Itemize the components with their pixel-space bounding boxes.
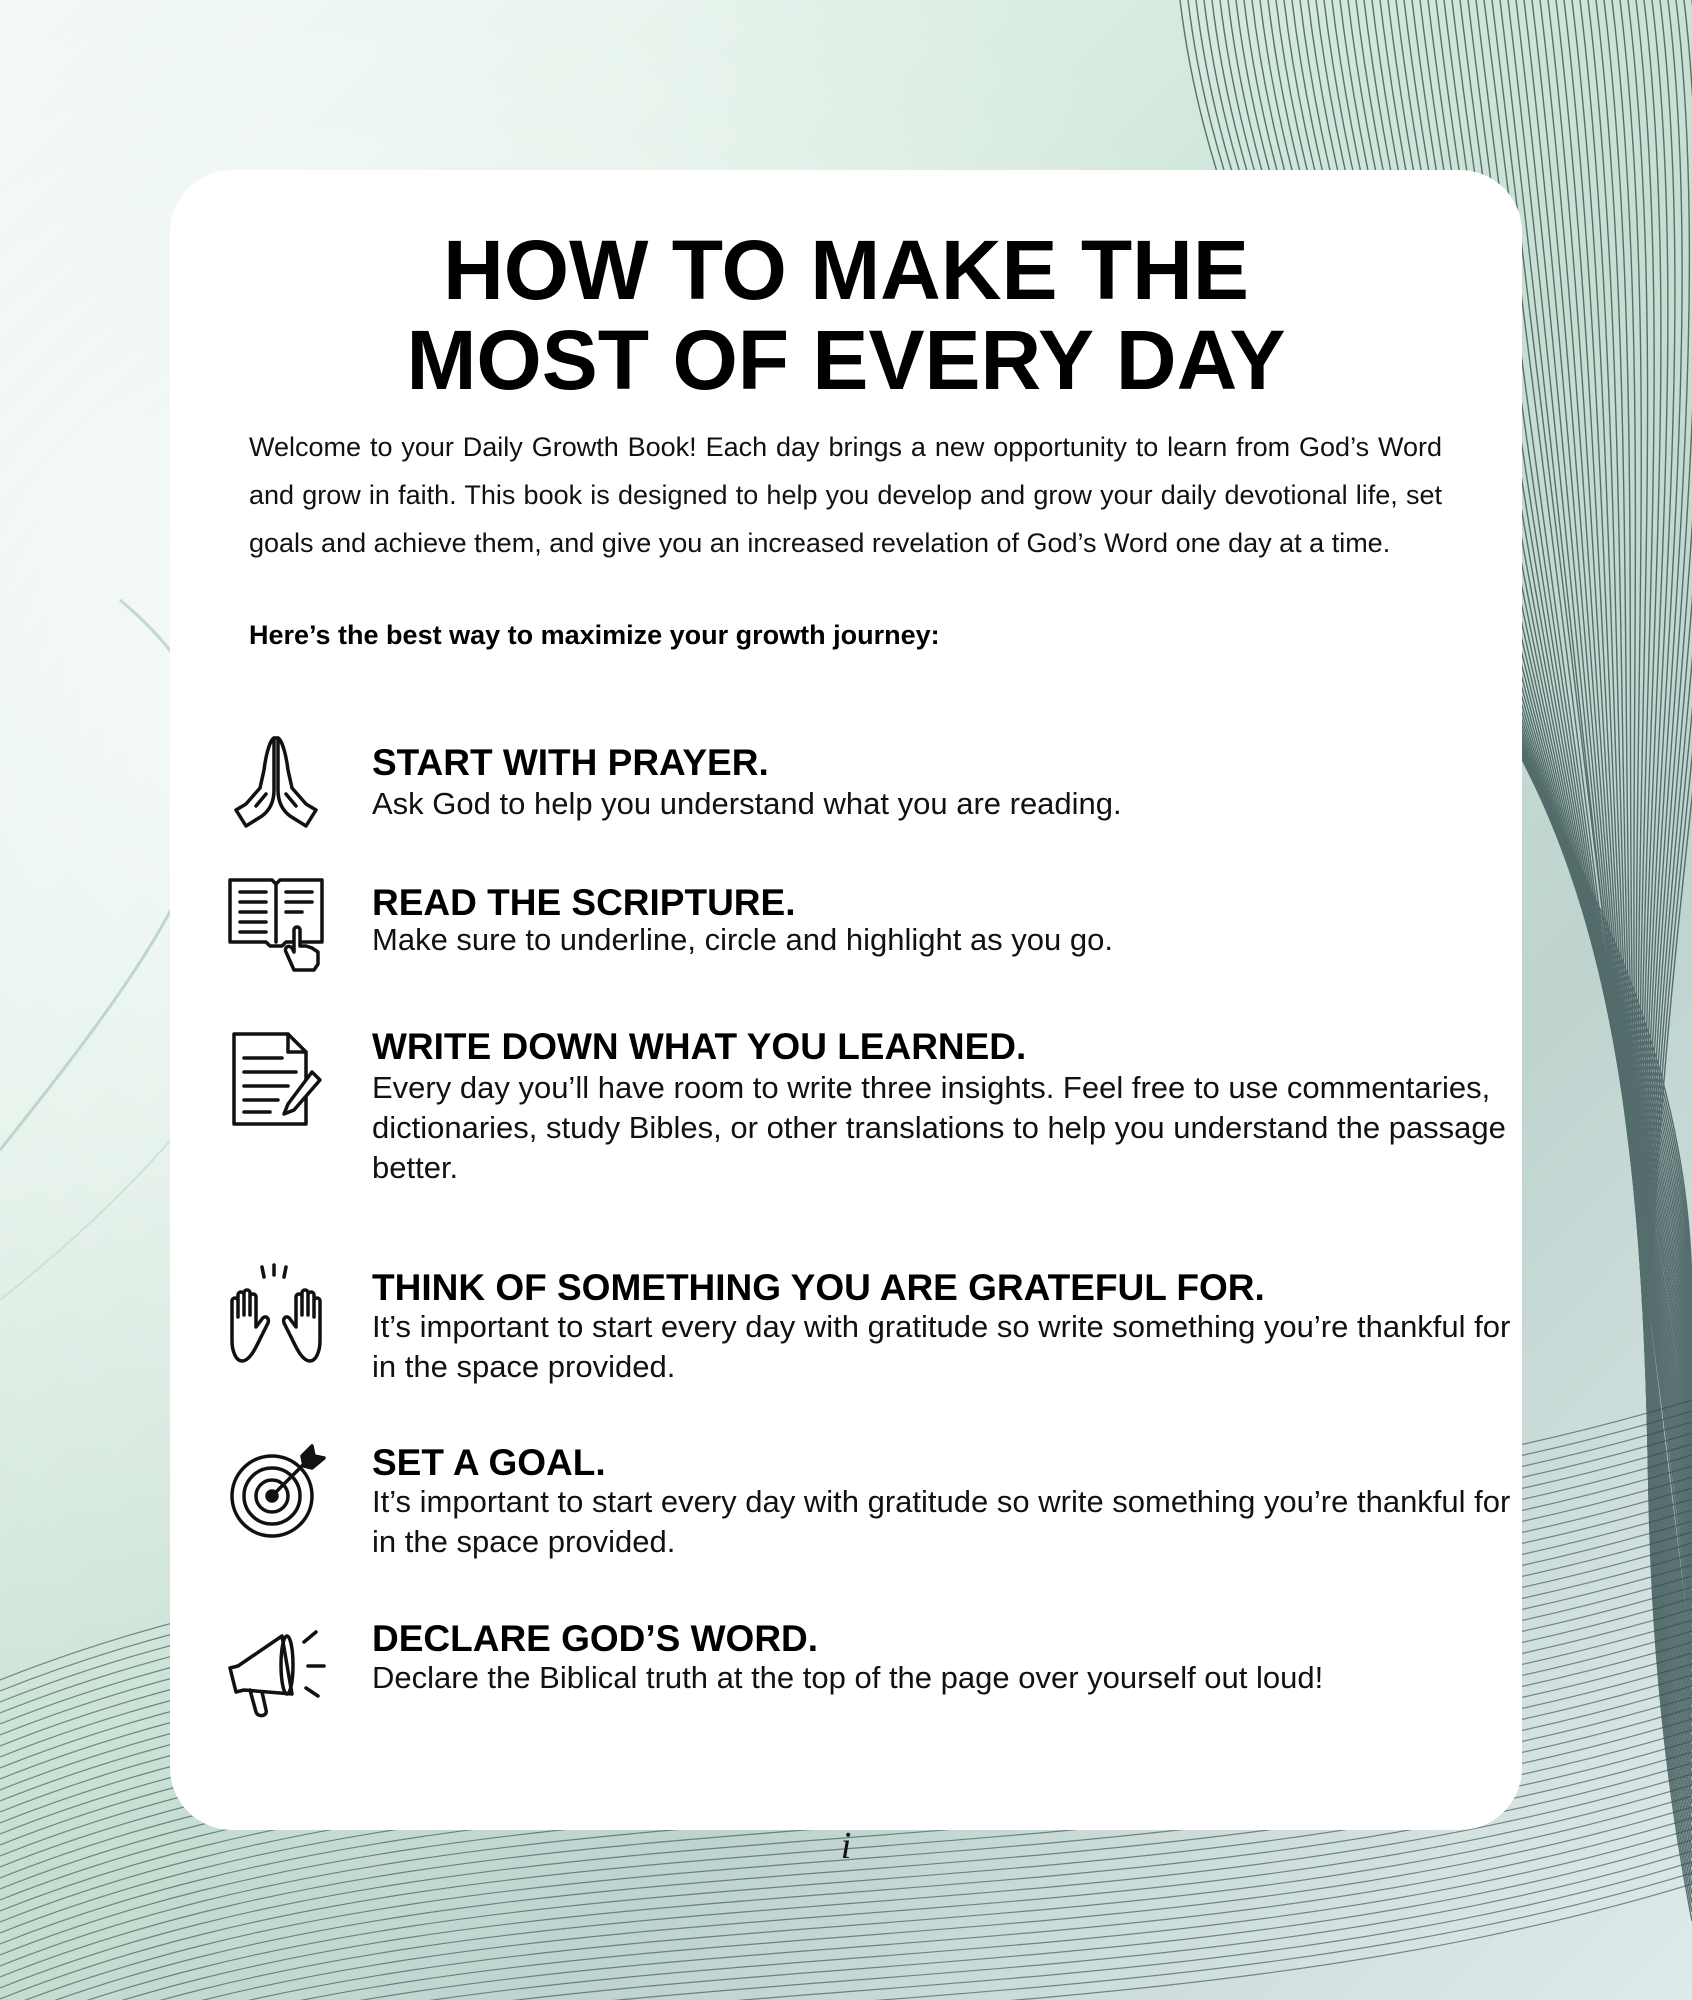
lead-sentence: Here’s the best way to maximize your growth journey: [249,620,940,650]
title-line-1: HOW TO MAKE THE [443,223,1249,317]
content-card [170,170,1522,1830]
step-title: THINK OF SOMETHING YOU ARE GRATEFUL FOR. [372,1267,1265,1308]
page-number: i [840,1825,852,1867]
megaphone-icon [226,1622,326,1722]
step-text: Every day you’ll have room to write three insights. Feel free to use commentaries, dictionaries, study Bibles, or other translations to help you understand the passage better. [372,1070,1506,1185]
raised-hands-icon [226,1265,326,1365]
step-text: Declare the Biblical truth at the top of the page over yourself out loud! [372,1660,1324,1695]
page-title [170,225,1522,405]
praying-hands-icon [226,730,326,830]
open-book-icon [226,872,326,972]
step-title: START WITH PRAYER. [372,742,769,783]
step-title: DECLARE GOD’S WORD. [372,1618,819,1659]
step-title: READ THE SCRIPTURE. [372,882,796,923]
step-text: It’s important to start every day with gratitude so write something you’re thankful for in the space provided. [372,1309,1511,1384]
step-title: WRITE DOWN WHAT YOU LEARNED. [372,1026,1027,1067]
step-title: SET A GOAL. [372,1442,606,1483]
step-text: It’s important to start every day with gratitude so write something you’re thankful for in the space provided. [372,1484,1511,1559]
document-pen-icon [226,1028,326,1128]
step-text: Make sure to underline, circle and highlight as you go. [372,922,1113,957]
title-line-2: MOST OF EVERY DAY [406,313,1286,407]
target-icon [226,1442,326,1542]
intro-paragraph: Welcome to your Daily Growth Book! Each day brings a new opportunity to learn from God’s Word and grow in faith. This book is designed to help you develop and grow your daily devotional life, set goals and achieve them, and give you an increased revelation of God’s Word one day at a time. [249,432,1442,558]
step-text: Ask God to help you understand what you are reading. [372,786,1122,821]
